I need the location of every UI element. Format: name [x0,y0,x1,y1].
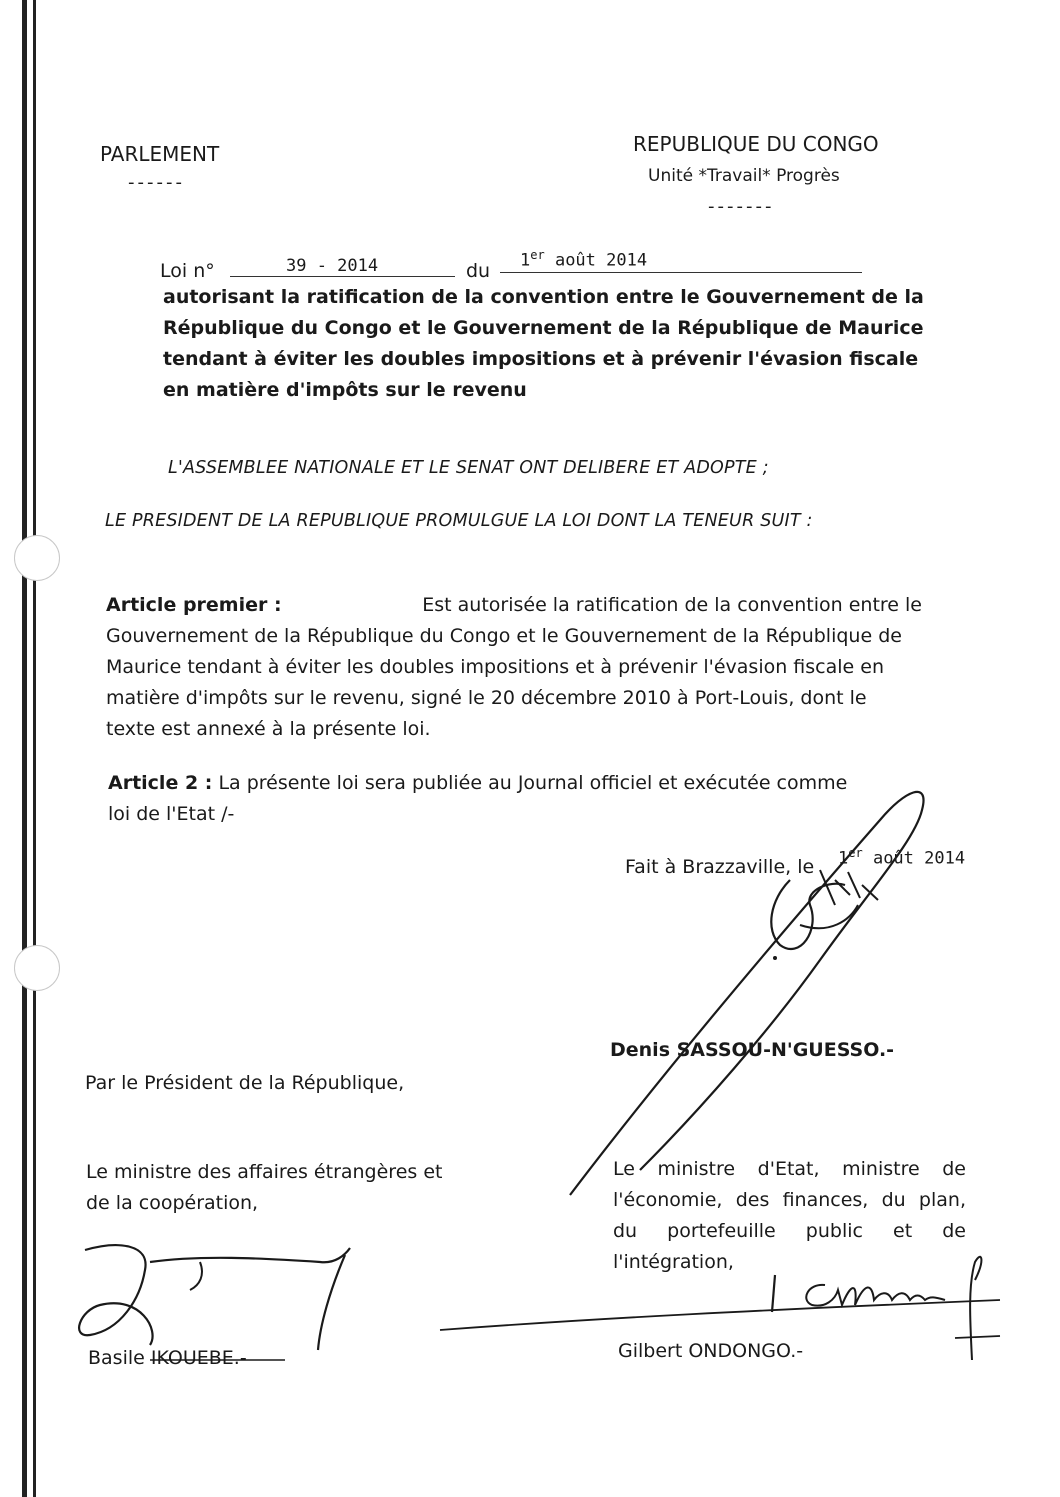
economy-minister-name: Gilbert ONDONGO.- [618,1340,804,1362]
assembly-formula: L'ASSEMBLEE NATIONALE ET LE SENAT ONT DELIBERE ET ADOPTE ; [168,458,769,478]
article-1-line: matière d'impôts sur le revenu, signé le 20 décembre 2010 à Port-Louis, dont le [106,687,867,709]
economy-minister-title-line: du portefeuille public et de [613,1220,966,1242]
law-title-line: en matière d'impôts sur le revenu [163,379,527,401]
republic-separator: ------- [708,196,775,217]
article-2-line: La présente loi sera publiée au Journal officiel et exécutée comme [218,772,848,794]
done-at-date: 1er août 2014 [838,846,966,869]
article-2-label: Article 2 : [108,772,213,794]
article-1-line: Maurice tendant à éviter les doubles impositions et à prévenir l'évasion fiscale en [106,656,884,678]
law-title-line: tendant à éviter les doubles impositions et à prévenir l'évasion fiscale [163,348,919,370]
economy-minister-title-line: l'économie, des finances, du plan, [613,1189,966,1211]
law-number-prefix: Loi n° [160,260,215,282]
article-1-line: texte est annexé à la présente loi. [106,718,431,740]
economy-minister-title-line: l'intégration, [613,1251,734,1273]
article-1-line: Gouvernement de la République du Congo et le Gouvernement de la République de [106,625,902,647]
foreign-minister-title-line: de la coopération, [86,1192,259,1214]
republic-label: REPUBLIQUE DU CONGO [633,132,879,156]
parliament-separator: ------ [128,172,185,193]
article-1-line: Est autorisée la ratification de la convention entre le [422,594,922,616]
law-title-line: République du Congo et le Gouvernement de la République de Maurice [163,317,924,339]
economy-minister-title-line: Le ministre d'Etat, ministre de [613,1158,966,1180]
president-formula: LE PRESIDENT DE LA REPUBLIQUE PROMULGUE LA LOI DONT LA TENEUR SUIT : [105,511,813,531]
national-motto: Unité *Travail* Progrès [648,166,840,186]
done-at-text: Fait à Brazzaville, le [625,856,815,878]
law-date: 1er août 2014 [520,248,648,271]
foreign-minister-title-line: Le ministre des affaires étrangères et [86,1161,443,1183]
parliament-label: PARLEMENT [100,142,220,166]
foreign-minister-name: Basile IKOUEBE.- [88,1347,247,1369]
law-date-prefix: du [466,260,491,282]
law-title-line: autorisant la ratification de la convention entre le Gouvernement de la [163,286,924,308]
by-president: Par le Président de la République, [85,1072,405,1094]
president-name: Denis SASSOU-N'GUESSO.- [610,1039,895,1061]
article-1-label: Article premier : [106,594,282,616]
article-2-line: loi de l'Etat /- [108,803,235,825]
law-number: 39 - 2014 [286,256,379,276]
